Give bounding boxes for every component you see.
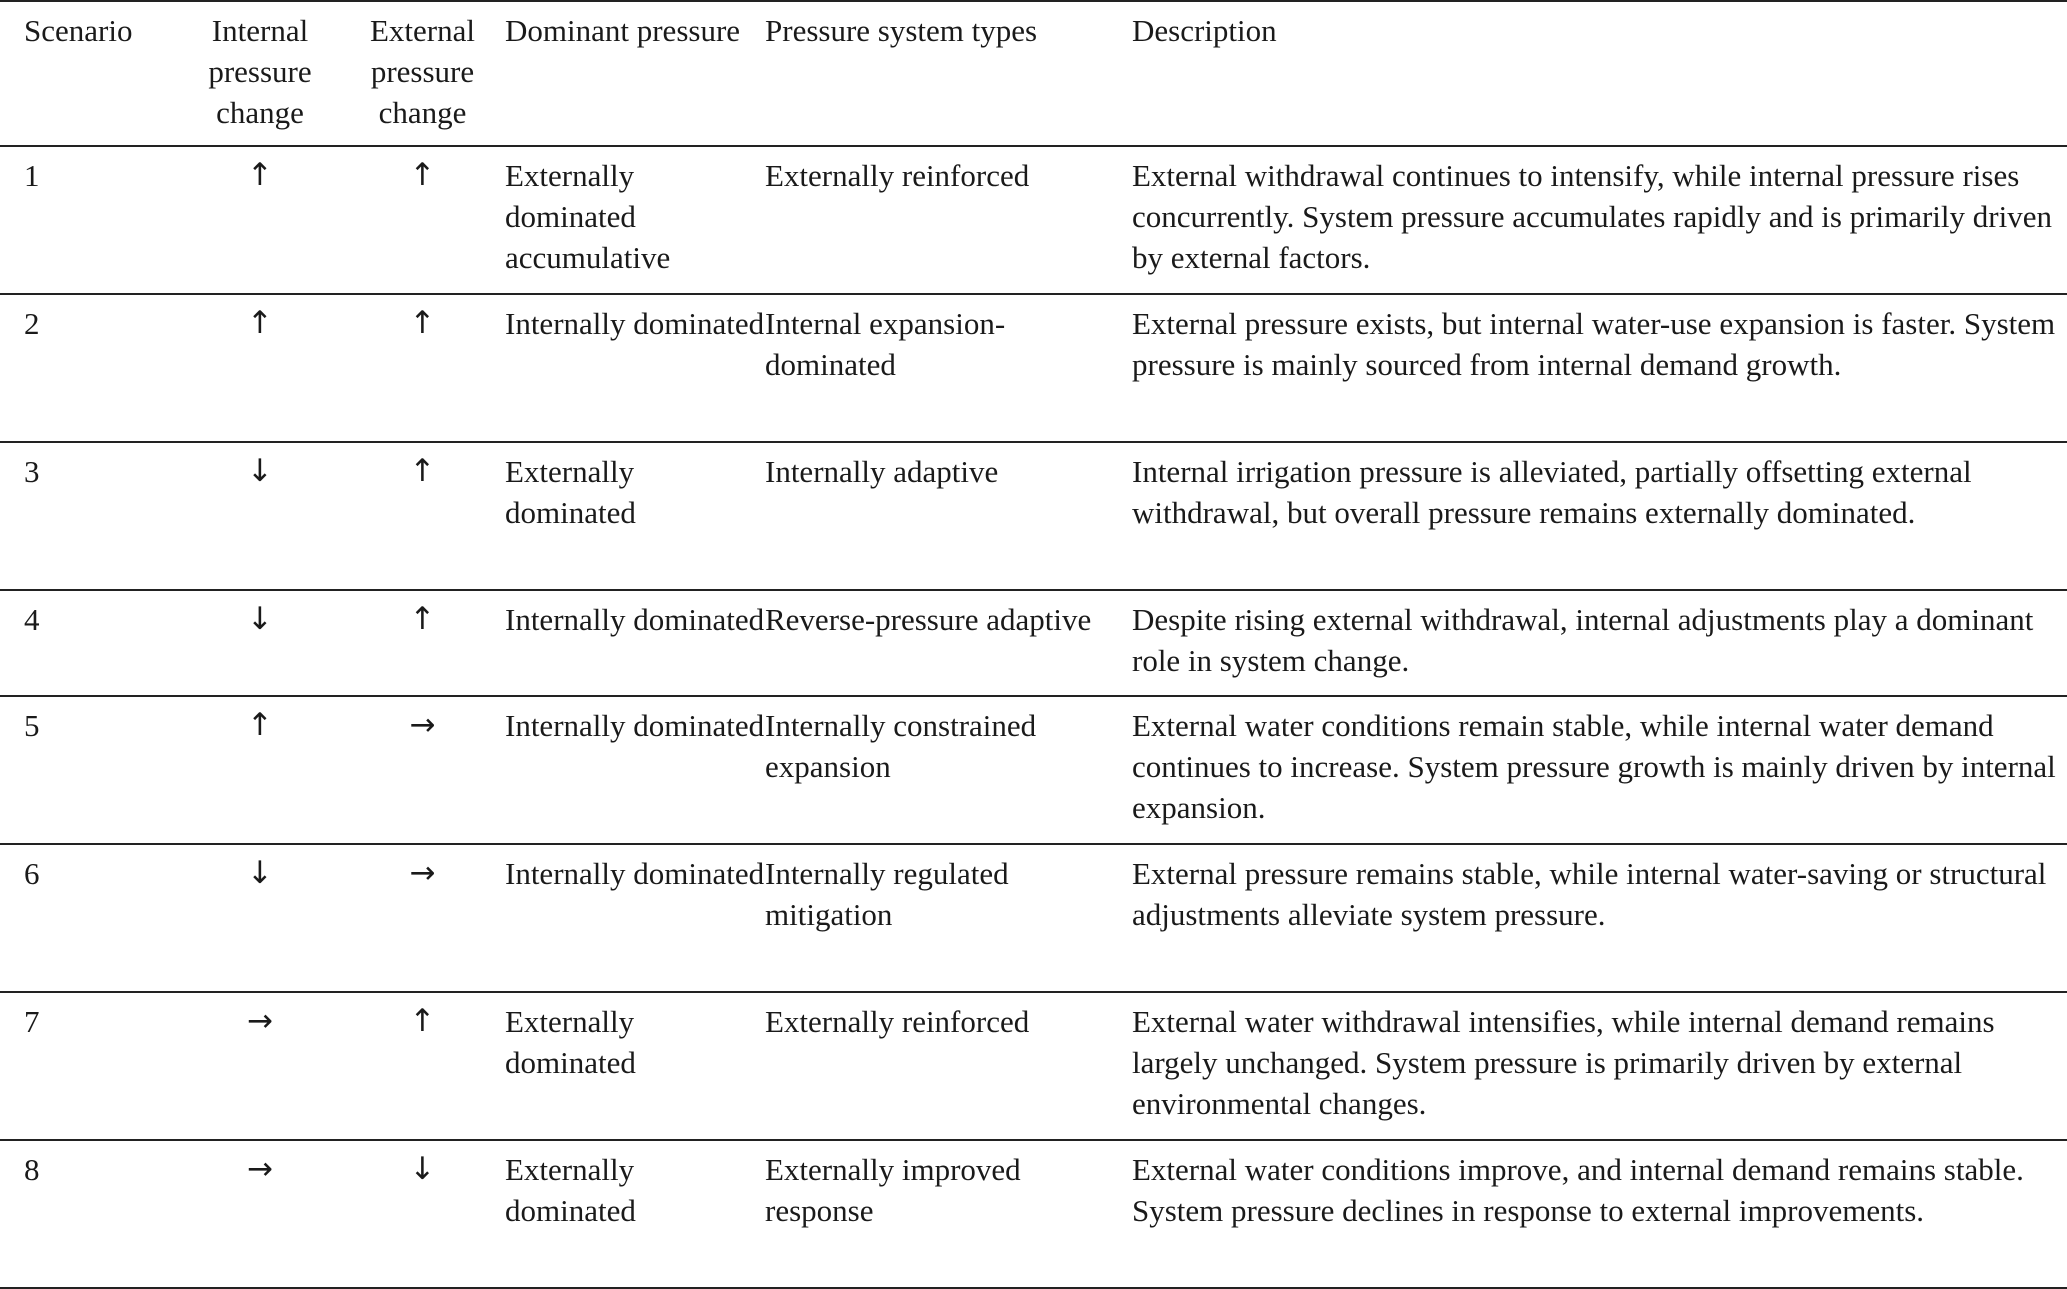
cell-pressure-system-types: Reverse-pressure adaptive xyxy=(765,602,1092,637)
table-row xyxy=(0,146,2067,294)
cell-pressure-system-types: Internally adaptive xyxy=(765,454,999,489)
cell-external-pressure-change: → xyxy=(409,707,436,743)
cell-internal-pressure-change: → xyxy=(247,1151,273,1187)
cell-external-pressure-change: ↑ xyxy=(409,1003,436,1039)
cell-scenario: 5 xyxy=(24,708,40,743)
table-row xyxy=(0,294,2067,442)
cell-external-pressure-change: ↑ xyxy=(409,453,436,489)
cell-dominant-pressure: Externally dominated accumulative xyxy=(505,158,671,275)
cell-external-pressure-change: → xyxy=(409,855,436,891)
cell-dominant-pressure: Externally dominated xyxy=(505,1152,636,1228)
header-scenario: Scenario xyxy=(24,13,133,48)
cell-internal-pressure-change: ↑ xyxy=(247,707,273,743)
cell-description: External pressure remains stable, while internal water-saving or structural adjustments alleviate system pressure. xyxy=(1132,856,2047,932)
cell-scenario: 1 xyxy=(24,158,40,193)
cell-pressure-system-types: Internal expansion-dominated xyxy=(765,306,1006,382)
table-body xyxy=(0,146,2067,1288)
cell-scenario: 6 xyxy=(24,856,40,891)
table-row xyxy=(0,696,2067,844)
cell-external-pressure-change: ↑ xyxy=(409,601,436,637)
cell-internal-pressure-change: ↑ xyxy=(247,157,273,193)
cell-external-pressure-change: ↑ xyxy=(409,305,436,341)
cell-dominant-pressure: Internally dominated xyxy=(505,306,765,341)
cell-pressure-system-types: Externally reinforced xyxy=(765,1004,1030,1039)
cell-description: External water conditions improve, and internal demand remains stable. System pressure declines in response to external improvements. xyxy=(1132,1152,2024,1228)
cell-internal-pressure-change: ↓ xyxy=(247,601,273,637)
cell-internal-pressure-change: ↓ xyxy=(247,855,273,891)
header-internal-pressure-change: Internal pressure change xyxy=(208,13,312,130)
cell-scenario: 4 xyxy=(24,602,40,637)
cell-description: External withdrawal continues to intensify, while internal pressure rises concurrently. System pressure accumulates rapidly and is primarily driven by external factors. xyxy=(1132,158,2052,275)
table-row xyxy=(0,442,2067,590)
header-pressure-system-types: Pressure system types xyxy=(765,13,1038,48)
header-dominant-pressure: Dominant pressure xyxy=(505,13,741,48)
cell-internal-pressure-change: ↓ xyxy=(247,453,273,489)
table-row xyxy=(0,992,2067,1140)
cell-dominant-pressure: Internally dominated xyxy=(505,602,765,637)
cell-pressure-system-types: Externally improved response xyxy=(765,1152,1021,1228)
cell-scenario: 7 xyxy=(24,1004,40,1039)
cell-description: Despite rising external withdrawal, internal adjustments play a dominant role in system change. xyxy=(1132,602,2034,678)
header-external-pressure-change: External pressure change xyxy=(369,13,475,130)
header-description: Description xyxy=(1132,13,1277,48)
cell-internal-pressure-change: ↑ xyxy=(247,305,273,341)
header-row xyxy=(0,1,2067,146)
cell-description: External pressure exists, but internal water-use expansion is faster. System pressure is mainly sourced from internal demand growth. xyxy=(1132,306,2056,382)
cell-external-pressure-change: ↑ xyxy=(409,157,436,193)
cell-scenario: 2 xyxy=(24,306,40,341)
table-row xyxy=(0,844,2067,992)
cell-dominant-pressure: Externally dominated xyxy=(505,1004,636,1080)
table-row xyxy=(0,1140,2067,1288)
cell-scenario: 8 xyxy=(24,1152,40,1187)
cell-description: External water conditions remain stable, while internal water demand continues to increase. System pressure growth is mainly driven by internal expansion. xyxy=(1132,708,2056,825)
cell-pressure-system-types: Internally constrained expansion xyxy=(765,708,1037,784)
cell-dominant-pressure: Internally dominated xyxy=(505,708,765,743)
cell-scenario: 3 xyxy=(24,454,40,489)
cell-external-pressure-change: ↓ xyxy=(409,1151,436,1187)
cell-description: Internal irrigation pressure is alleviated, partially offsetting external withdrawal, but overall pressure remains externally dominated. xyxy=(1132,454,1972,530)
cell-dominant-pressure: Internally dominated xyxy=(505,856,765,891)
table-header xyxy=(0,1,2067,146)
cell-internal-pressure-change: → xyxy=(247,1003,273,1039)
cell-pressure-system-types: Externally reinforced xyxy=(765,158,1030,193)
cell-dominant-pressure: Externally dominated xyxy=(505,454,636,530)
cell-pressure-system-types: Internally regulated mitigation xyxy=(765,856,1009,932)
cell-description: External water withdrawal intensifies, while internal demand remains largely unchanged. System pressure is primarily driven by external environmental changes. xyxy=(1132,1004,1995,1121)
table-row xyxy=(0,590,2067,696)
